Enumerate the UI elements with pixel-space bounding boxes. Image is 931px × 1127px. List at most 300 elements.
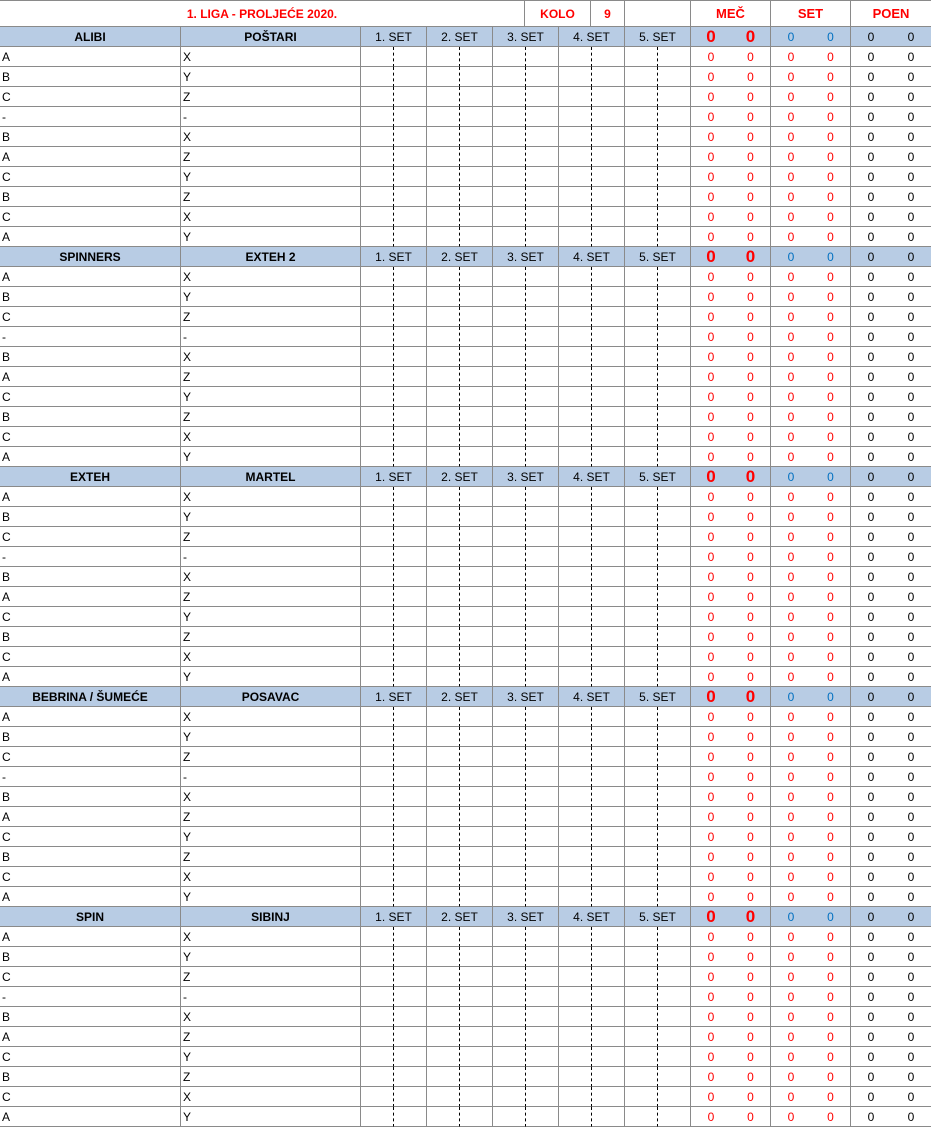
set-score-away[interactable]	[460, 587, 493, 607]
set-score-away[interactable]	[394, 927, 427, 947]
set-score-home[interactable]	[625, 967, 658, 987]
set-score-home[interactable]	[559, 147, 592, 167]
set-score-away[interactable]	[526, 647, 559, 667]
set-score-home[interactable]	[427, 567, 460, 587]
set-score-home[interactable]	[361, 567, 394, 587]
set-score-home[interactable]	[559, 727, 592, 747]
set-score-away[interactable]	[526, 307, 559, 327]
set-score-home[interactable]	[427, 747, 460, 767]
set-score-away[interactable]	[592, 147, 625, 167]
set-score-home[interactable]	[427, 487, 460, 507]
set-score-home[interactable]	[427, 327, 460, 347]
set-score-away[interactable]	[394, 607, 427, 627]
set-score-home[interactable]	[361, 127, 394, 147]
set-score-home[interactable]	[559, 1067, 592, 1087]
set-score-away[interactable]	[526, 847, 559, 867]
set-score-away[interactable]	[526, 487, 559, 507]
set-score-away[interactable]	[592, 787, 625, 807]
set-score-away[interactable]	[394, 387, 427, 407]
set-score-away[interactable]	[658, 767, 691, 787]
set-score-away[interactable]	[658, 887, 691, 907]
set-score-away[interactable]	[592, 447, 625, 467]
set-score-away[interactable]	[394, 867, 427, 887]
set-score-home[interactable]	[559, 647, 592, 667]
set-score-away[interactable]	[394, 727, 427, 747]
set-score-home[interactable]	[493, 867, 526, 887]
set-score-away[interactable]	[592, 367, 625, 387]
set-score-away[interactable]	[460, 807, 493, 827]
set-score-home[interactable]	[559, 887, 592, 907]
set-score-home[interactable]	[493, 767, 526, 787]
set-score-home[interactable]	[493, 707, 526, 727]
set-score-home[interactable]	[625, 947, 658, 967]
set-score-home[interactable]	[493, 1027, 526, 1047]
set-score-away[interactable]	[526, 1107, 559, 1127]
set-score-home[interactable]	[493, 47, 526, 67]
set-score-home[interactable]	[625, 367, 658, 387]
set-score-home[interactable]	[427, 767, 460, 787]
set-score-home[interactable]	[361, 287, 394, 307]
set-score-away[interactable]	[592, 807, 625, 827]
set-score-home[interactable]	[625, 807, 658, 827]
set-score-away[interactable]	[394, 307, 427, 327]
set-score-home[interactable]	[493, 407, 526, 427]
set-score-away[interactable]	[592, 567, 625, 587]
set-score-away[interactable]	[592, 227, 625, 247]
set-score-away[interactable]	[394, 127, 427, 147]
set-score-home[interactable]	[625, 147, 658, 167]
set-score-home[interactable]	[361, 887, 394, 907]
set-score-away[interactable]	[592, 187, 625, 207]
set-score-away[interactable]	[394, 767, 427, 787]
set-score-home[interactable]	[625, 67, 658, 87]
set-score-home[interactable]	[625, 387, 658, 407]
set-score-away[interactable]	[658, 1047, 691, 1067]
set-score-away[interactable]	[658, 947, 691, 967]
set-score-home[interactable]	[361, 167, 394, 187]
set-score-away[interactable]	[460, 107, 493, 127]
set-score-home[interactable]	[625, 847, 658, 867]
set-score-home[interactable]	[625, 867, 658, 887]
set-score-away[interactable]	[592, 847, 625, 867]
set-score-away[interactable]	[592, 87, 625, 107]
set-score-away[interactable]	[394, 67, 427, 87]
set-score-home[interactable]	[625, 1027, 658, 1047]
set-score-away[interactable]	[460, 367, 493, 387]
set-score-away[interactable]	[658, 987, 691, 1007]
set-score-away[interactable]	[526, 727, 559, 747]
set-score-away[interactable]	[526, 127, 559, 147]
set-score-home[interactable]	[625, 607, 658, 627]
set-score-away[interactable]	[592, 707, 625, 727]
set-score-away[interactable]	[592, 667, 625, 687]
set-score-home[interactable]	[361, 787, 394, 807]
set-score-away[interactable]	[658, 847, 691, 867]
set-score-home[interactable]	[427, 547, 460, 567]
kolo-value[interactable]: 9	[591, 0, 625, 27]
set-score-home[interactable]	[493, 627, 526, 647]
set-score-home[interactable]	[427, 67, 460, 87]
set-score-home[interactable]	[427, 1007, 460, 1027]
set-score-away[interactable]	[394, 1107, 427, 1127]
set-score-home[interactable]	[493, 347, 526, 367]
set-score-away[interactable]	[526, 1027, 559, 1047]
set-score-away[interactable]	[460, 727, 493, 747]
set-score-away[interactable]	[658, 607, 691, 627]
set-score-home[interactable]	[559, 107, 592, 127]
set-score-away[interactable]	[526, 327, 559, 347]
set-score-away[interactable]	[658, 447, 691, 467]
set-score-home[interactable]	[361, 207, 394, 227]
set-score-away[interactable]	[592, 1107, 625, 1127]
set-score-home[interactable]	[361, 827, 394, 847]
set-score-home[interactable]	[559, 407, 592, 427]
set-score-away[interactable]	[460, 667, 493, 687]
set-score-home[interactable]	[493, 487, 526, 507]
set-score-away[interactable]	[526, 447, 559, 467]
set-score-home[interactable]	[427, 1027, 460, 1047]
set-score-home[interactable]	[493, 267, 526, 287]
set-score-home[interactable]	[559, 787, 592, 807]
set-score-home[interactable]	[427, 847, 460, 867]
set-score-home[interactable]	[427, 587, 460, 607]
set-score-home[interactable]	[427, 87, 460, 107]
set-score-home[interactable]	[493, 1067, 526, 1087]
set-score-away[interactable]	[526, 387, 559, 407]
set-score-away[interactable]	[526, 87, 559, 107]
set-score-home[interactable]	[427, 627, 460, 647]
set-score-home[interactable]	[361, 627, 394, 647]
set-score-away[interactable]	[658, 727, 691, 747]
set-score-away[interactable]	[526, 947, 559, 967]
set-score-away[interactable]	[592, 547, 625, 567]
set-score-away[interactable]	[592, 947, 625, 967]
set-score-away[interactable]	[460, 647, 493, 667]
set-score-home[interactable]	[493, 167, 526, 187]
set-score-home[interactable]	[625, 767, 658, 787]
set-score-away[interactable]	[592, 307, 625, 327]
set-score-away[interactable]	[592, 607, 625, 627]
set-score-home[interactable]	[493, 447, 526, 467]
set-score-home[interactable]	[625, 647, 658, 667]
set-score-away[interactable]	[394, 87, 427, 107]
set-score-home[interactable]	[625, 527, 658, 547]
set-score-away[interactable]	[592, 287, 625, 307]
set-score-away[interactable]	[526, 1007, 559, 1027]
set-score-home[interactable]	[427, 267, 460, 287]
set-score-home[interactable]	[559, 867, 592, 887]
set-score-home[interactable]	[625, 487, 658, 507]
set-score-away[interactable]	[592, 527, 625, 547]
set-score-home[interactable]	[625, 587, 658, 607]
set-score-home[interactable]	[625, 327, 658, 347]
set-score-home[interactable]	[361, 927, 394, 947]
set-score-away[interactable]	[526, 1047, 559, 1067]
set-score-away[interactable]	[526, 887, 559, 907]
set-score-home[interactable]	[427, 367, 460, 387]
set-score-away[interactable]	[394, 187, 427, 207]
set-score-home[interactable]	[361, 867, 394, 887]
set-score-away[interactable]	[460, 387, 493, 407]
set-score-away[interactable]	[394, 707, 427, 727]
set-score-home[interactable]	[361, 347, 394, 367]
set-score-away[interactable]	[592, 127, 625, 147]
set-score-home[interactable]	[625, 1007, 658, 1027]
set-score-away[interactable]	[394, 667, 427, 687]
set-score-away[interactable]	[658, 547, 691, 567]
set-score-home[interactable]	[361, 507, 394, 527]
set-score-away[interactable]	[658, 527, 691, 547]
set-score-away[interactable]	[592, 167, 625, 187]
set-score-home[interactable]	[625, 447, 658, 467]
set-score-away[interactable]	[394, 267, 427, 287]
set-score-away[interactable]	[460, 567, 493, 587]
set-score-away[interactable]	[460, 787, 493, 807]
set-score-away[interactable]	[460, 627, 493, 647]
set-score-away[interactable]	[394, 887, 427, 907]
set-score-away[interactable]	[526, 587, 559, 607]
set-score-away[interactable]	[592, 1027, 625, 1047]
set-score-home[interactable]	[493, 1107, 526, 1127]
set-score-home[interactable]	[559, 847, 592, 867]
set-score-home[interactable]	[361, 967, 394, 987]
set-score-away[interactable]	[460, 227, 493, 247]
set-score-home[interactable]	[625, 1067, 658, 1087]
set-score-home[interactable]	[361, 67, 394, 87]
set-score-away[interactable]	[460, 507, 493, 527]
set-score-away[interactable]	[460, 1107, 493, 1127]
set-score-home[interactable]	[625, 127, 658, 147]
set-score-away[interactable]	[592, 47, 625, 67]
set-score-home[interactable]	[493, 187, 526, 207]
set-score-away[interactable]	[460, 867, 493, 887]
set-score-home[interactable]	[427, 827, 460, 847]
set-score-away[interactable]	[394, 107, 427, 127]
set-score-home[interactable]	[493, 527, 526, 547]
set-score-away[interactable]	[658, 67, 691, 87]
set-score-away[interactable]	[592, 1047, 625, 1067]
set-score-home[interactable]	[625, 267, 658, 287]
set-score-home[interactable]	[625, 227, 658, 247]
set-score-away[interactable]	[526, 187, 559, 207]
set-score-home[interactable]	[361, 527, 394, 547]
set-score-home[interactable]	[625, 727, 658, 747]
set-score-away[interactable]	[526, 547, 559, 567]
set-score-home[interactable]	[493, 547, 526, 567]
set-score-home[interactable]	[625, 927, 658, 947]
set-score-away[interactable]	[592, 327, 625, 347]
set-score-away[interactable]	[394, 527, 427, 547]
set-score-away[interactable]	[658, 967, 691, 987]
set-score-away[interactable]	[394, 1027, 427, 1047]
set-score-home[interactable]	[427, 127, 460, 147]
set-score-away[interactable]	[592, 487, 625, 507]
set-score-away[interactable]	[658, 587, 691, 607]
set-score-away[interactable]	[394, 1047, 427, 1067]
set-score-home[interactable]	[361, 487, 394, 507]
set-score-away[interactable]	[526, 627, 559, 647]
set-score-home[interactable]	[427, 807, 460, 827]
set-score-away[interactable]	[460, 847, 493, 867]
set-score-home[interactable]	[493, 507, 526, 527]
set-score-home[interactable]	[625, 407, 658, 427]
set-score-away[interactable]	[460, 1087, 493, 1107]
set-score-home[interactable]	[361, 1007, 394, 1027]
set-score-away[interactable]	[526, 867, 559, 887]
set-score-away[interactable]	[658, 667, 691, 687]
set-score-away[interactable]	[460, 967, 493, 987]
set-score-away[interactable]	[658, 267, 691, 287]
set-score-away[interactable]	[658, 1067, 691, 1087]
set-score-away[interactable]	[526, 227, 559, 247]
set-score-home[interactable]	[625, 47, 658, 67]
set-score-away[interactable]	[658, 87, 691, 107]
set-score-away[interactable]	[460, 187, 493, 207]
set-score-home[interactable]	[625, 287, 658, 307]
set-score-away[interactable]	[394, 447, 427, 467]
set-score-away[interactable]	[394, 847, 427, 867]
set-score-home[interactable]	[427, 167, 460, 187]
set-score-home[interactable]	[559, 187, 592, 207]
set-score-away[interactable]	[592, 347, 625, 367]
set-score-home[interactable]	[361, 1047, 394, 1067]
set-score-away[interactable]	[460, 67, 493, 87]
set-score-home[interactable]	[559, 807, 592, 827]
set-score-home[interactable]	[427, 47, 460, 67]
set-score-home[interactable]	[361, 147, 394, 167]
set-score-home[interactable]	[493, 747, 526, 767]
set-score-home[interactable]	[559, 827, 592, 847]
set-score-home[interactable]	[361, 767, 394, 787]
set-score-away[interactable]	[394, 587, 427, 607]
set-score-home[interactable]	[427, 707, 460, 727]
set-score-away[interactable]	[592, 427, 625, 447]
set-score-home[interactable]	[493, 587, 526, 607]
set-score-away[interactable]	[394, 367, 427, 387]
set-score-home[interactable]	[427, 1087, 460, 1107]
set-score-home[interactable]	[625, 347, 658, 367]
set-score-away[interactable]	[394, 227, 427, 247]
set-score-away[interactable]	[394, 207, 427, 227]
set-score-away[interactable]	[460, 347, 493, 367]
set-score-away[interactable]	[592, 887, 625, 907]
set-score-home[interactable]	[361, 307, 394, 327]
set-score-home[interactable]	[427, 667, 460, 687]
set-score-away[interactable]	[592, 387, 625, 407]
set-score-away[interactable]	[658, 1107, 691, 1127]
set-score-away[interactable]	[526, 967, 559, 987]
set-score-away[interactable]	[460, 147, 493, 167]
set-score-home[interactable]	[427, 607, 460, 627]
set-score-home[interactable]	[361, 987, 394, 1007]
set-score-home[interactable]	[559, 567, 592, 587]
set-score-home[interactable]	[493, 567, 526, 587]
set-score-home[interactable]	[625, 1107, 658, 1127]
set-score-home[interactable]	[361, 87, 394, 107]
set-score-home[interactable]	[361, 407, 394, 427]
set-score-home[interactable]	[559, 87, 592, 107]
set-score-away[interactable]	[394, 647, 427, 667]
set-score-away[interactable]	[592, 1067, 625, 1087]
set-score-away[interactable]	[658, 647, 691, 667]
set-score-home[interactable]	[361, 187, 394, 207]
set-score-home[interactable]	[427, 447, 460, 467]
set-score-home[interactable]	[493, 207, 526, 227]
set-score-away[interactable]	[592, 1087, 625, 1107]
set-score-home[interactable]	[559, 747, 592, 767]
set-score-away[interactable]	[526, 827, 559, 847]
set-score-home[interactable]	[427, 187, 460, 207]
set-score-away[interactable]	[394, 407, 427, 427]
set-score-home[interactable]	[559, 347, 592, 367]
set-score-away[interactable]	[460, 707, 493, 727]
set-score-away[interactable]	[658, 167, 691, 187]
set-score-away[interactable]	[658, 227, 691, 247]
set-score-home[interactable]	[361, 267, 394, 287]
set-score-home[interactable]	[427, 507, 460, 527]
set-score-home[interactable]	[625, 707, 658, 727]
set-score-away[interactable]	[460, 127, 493, 147]
set-score-home[interactable]	[493, 607, 526, 627]
set-score-home[interactable]	[559, 227, 592, 247]
set-score-home[interactable]	[559, 1027, 592, 1047]
set-score-away[interactable]	[526, 767, 559, 787]
set-score-away[interactable]	[394, 627, 427, 647]
set-score-home[interactable]	[361, 47, 394, 67]
set-score-home[interactable]	[559, 707, 592, 727]
set-score-away[interactable]	[592, 67, 625, 87]
set-score-home[interactable]	[625, 747, 658, 767]
set-score-home[interactable]	[625, 427, 658, 447]
set-score-away[interactable]	[658, 1007, 691, 1027]
set-score-home[interactable]	[493, 887, 526, 907]
set-score-home[interactable]	[361, 1107, 394, 1127]
set-score-home[interactable]	[361, 807, 394, 827]
set-score-away[interactable]	[394, 807, 427, 827]
set-score-home[interactable]	[493, 647, 526, 667]
set-score-away[interactable]	[658, 487, 691, 507]
set-score-home[interactable]	[493, 427, 526, 447]
set-score-home[interactable]	[559, 167, 592, 187]
set-score-away[interactable]	[460, 927, 493, 947]
set-score-home[interactable]	[559, 387, 592, 407]
set-score-away[interactable]	[394, 567, 427, 587]
set-score-away[interactable]	[460, 207, 493, 227]
set-score-home[interactable]	[427, 387, 460, 407]
set-score-away[interactable]	[526, 107, 559, 127]
set-score-home[interactable]	[493, 1047, 526, 1067]
set-score-home[interactable]	[493, 807, 526, 827]
set-score-away[interactable]	[658, 567, 691, 587]
set-score-away[interactable]	[592, 107, 625, 127]
set-score-away[interactable]	[658, 827, 691, 847]
set-score-away[interactable]	[658, 347, 691, 367]
set-score-home[interactable]	[427, 307, 460, 327]
set-score-away[interactable]	[394, 487, 427, 507]
set-score-home[interactable]	[361, 1087, 394, 1107]
set-score-away[interactable]	[460, 1027, 493, 1047]
set-score-home[interactable]	[625, 567, 658, 587]
set-score-away[interactable]	[460, 827, 493, 847]
set-score-home[interactable]	[559, 487, 592, 507]
set-score-home[interactable]	[427, 727, 460, 747]
set-score-away[interactable]	[526, 707, 559, 727]
set-score-away[interactable]	[394, 947, 427, 967]
set-score-away[interactable]	[394, 1087, 427, 1107]
set-score-away[interactable]	[592, 267, 625, 287]
set-score-away[interactable]	[526, 427, 559, 447]
set-score-home[interactable]	[361, 707, 394, 727]
